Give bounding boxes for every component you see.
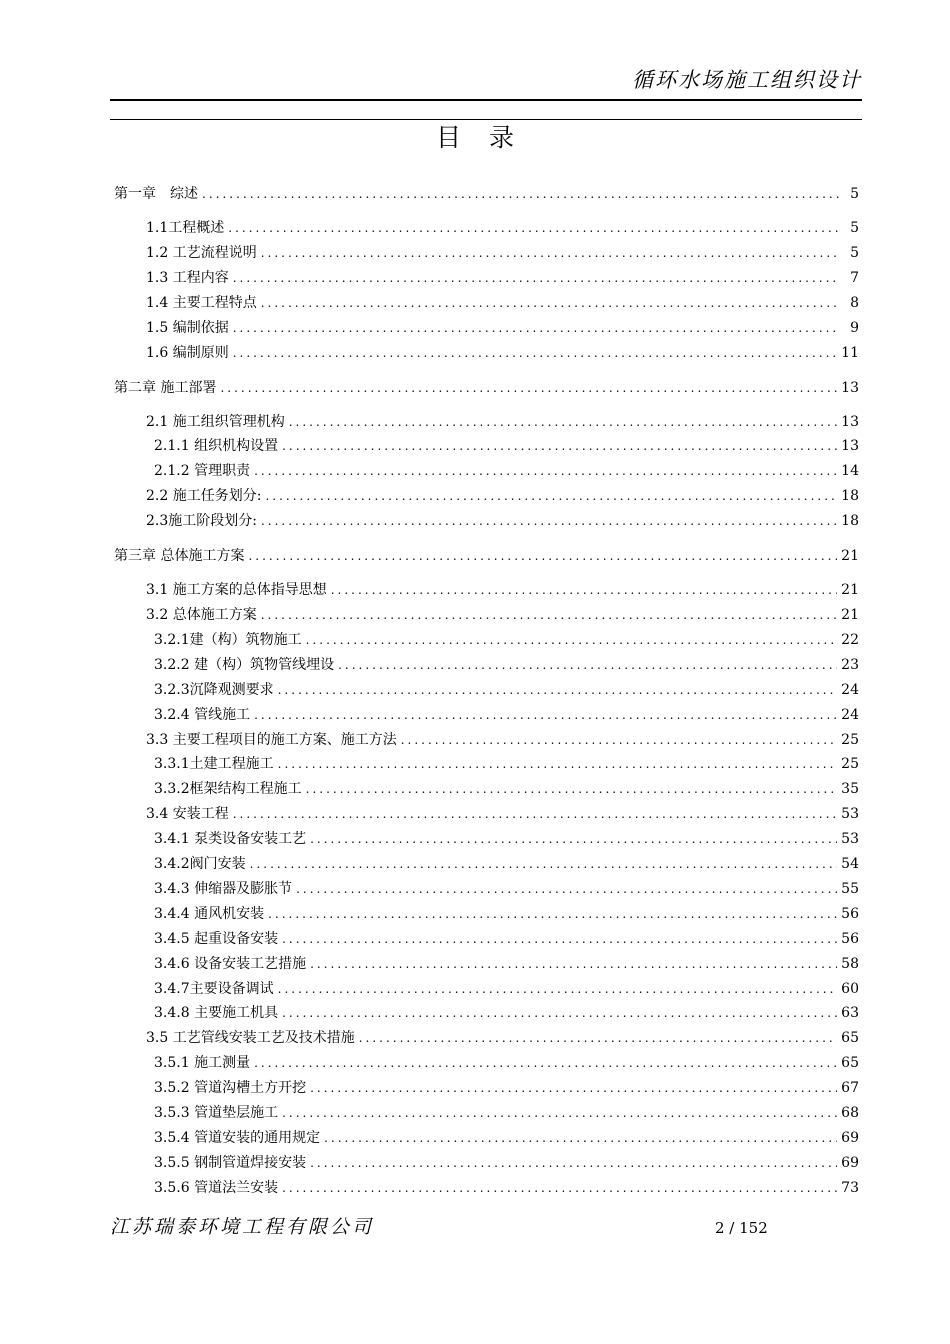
- toc-entry-page: 13: [841, 379, 859, 396]
- toc-entry-leader-dots: [282, 436, 837, 456]
- toc-entry-page: 65: [841, 1055, 859, 1072]
- toc-entry-page: 54: [841, 856, 859, 872]
- toc-entry-leader-dots: [202, 184, 839, 204]
- toc-entry-label: 3.4.4 通风机安装: [154, 905, 265, 922]
- toc-entry-label: 3.5.1 施工测量: [154, 1055, 251, 1072]
- toc-entry-label: 2.1.2 管理职责: [154, 463, 251, 480]
- toc-entry-page: 5: [850, 220, 859, 236]
- toc-entry[interactable]: [114, 546, 859, 566]
- toc-entry-page: 23: [841, 656, 859, 673]
- toc-entry-page: 5: [850, 186, 859, 202]
- toc-entry-leader-dots: [261, 605, 837, 625]
- toc-entry-label: 3.2.3沉降观测要求: [154, 681, 274, 698]
- toc-entry-page: 22: [841, 631, 859, 648]
- toc-entry-leader-dots: [254, 705, 837, 725]
- toc-entry-page: 25: [841, 756, 859, 773]
- toc-entry-page: 13: [841, 413, 859, 430]
- toc-entry[interactable]: [146, 730, 859, 750]
- toc-entry-label: 1.1工程概述: [146, 220, 225, 236]
- toc-entry-page: 58: [841, 955, 859, 972]
- toc-entry-leader-dots: [324, 1128, 837, 1148]
- toc-entry-label: 1.2 工艺流程说明: [146, 244, 257, 261]
- toc-entry-page: 11: [841, 344, 859, 361]
- toc-entry-leader-dots: [278, 680, 838, 700]
- toc-entry-leader-dots: [261, 511, 837, 531]
- toc-entry[interactable]: [154, 904, 859, 924]
- toc-entry-leader-dots: [310, 829, 837, 849]
- footer-page-number: 2 / 152: [715, 1219, 768, 1237]
- toc-entry-page: 14: [841, 463, 859, 480]
- toc-entry-label: 3.4.7主要设备调试: [154, 980, 274, 997]
- toc-entry[interactable]: [154, 1053, 859, 1073]
- toc-entry-leader-dots: [282, 929, 837, 949]
- toc-entry[interactable]: [146, 318, 859, 338]
- toc-entry-page: 53: [841, 831, 859, 848]
- toc-entry-page: 9: [850, 319, 859, 336]
- toc-entry-label: 3.4.1 泵类设备安装工艺: [154, 831, 307, 848]
- toc-entry[interactable]: [154, 1078, 859, 1098]
- toc-entry-leader-dots: [401, 730, 837, 750]
- toc-entry-label: 3.1 施工方案的总体指导思想: [146, 582, 327, 599]
- toc-entry-page: 53: [841, 806, 859, 823]
- toc-entry-label: 3.5.5 钢制管道焊接安装: [154, 1154, 307, 1171]
- toc-entry[interactable]: [154, 879, 859, 899]
- toc-entry-label: 第一章 综述: [114, 186, 198, 202]
- toc-entry[interactable]: [154, 979, 859, 999]
- toc-entry-label: 3.2.2 建（构）筑物管线埋设: [154, 656, 335, 673]
- toc-entry-leader-dots: [233, 318, 839, 338]
- toc-entry-page: 18: [841, 488, 859, 505]
- toc-entry-leader-dots: [261, 293, 839, 313]
- toc-entry-page: 21: [841, 548, 859, 565]
- toc-entry-page: 18: [841, 513, 859, 530]
- toc-entry-leader-dots: [233, 268, 839, 288]
- footer-company-name: 江苏瑞泰环境工程有限公司: [110, 1216, 375, 1238]
- toc-entry-label: 2.3施工阶段划分:: [146, 513, 257, 530]
- toc-entry-leader-dots: [250, 854, 838, 874]
- toc-entry[interactable]: [154, 954, 859, 974]
- toc-entry[interactable]: [154, 630, 859, 650]
- toc-entry[interactable]: [146, 605, 859, 625]
- toc-entry[interactable]: [154, 1103, 859, 1123]
- toc-entry-page: 8: [850, 294, 859, 311]
- toc-entry-label: 1.5 编制依据: [146, 319, 229, 336]
- toc-entry[interactable]: [154, 436, 859, 456]
- toc-entry-label: 2.1 施工组织管理机构: [146, 413, 285, 430]
- toc-entry[interactable]: [154, 854, 859, 874]
- toc-entry-leader-dots: [233, 804, 837, 824]
- toc-entry[interactable]: [114, 184, 859, 204]
- toc-entry-leader-dots: [310, 1078, 837, 1098]
- toc-entry-leader-dots: [254, 1053, 837, 1073]
- toc-entry-label: 1.3 工程内容: [146, 269, 229, 286]
- toc-entry[interactable]: [146, 486, 859, 506]
- toc-entry[interactable]: [146, 268, 859, 288]
- toc-entry-page: 25: [841, 731, 859, 748]
- toc-entry-label: 3.2.1建（构）筑物施工: [154, 631, 302, 648]
- document-title: 目录: [435, 123, 542, 152]
- toc-entry-label: 2.2 施工任务划分:: [146, 488, 262, 505]
- toc-entry-page: 13: [841, 438, 859, 455]
- toc-entry-label: 1.6 编制原则: [146, 344, 229, 361]
- toc-entry-label: 3.5.3 管道垫层施工: [154, 1105, 279, 1121]
- toc-entry-leader-dots: [359, 1028, 837, 1048]
- toc-entry[interactable]: [154, 461, 859, 481]
- toc-entry-label: 3.2.4 管线施工: [154, 706, 251, 723]
- toc-entry-page: 60: [841, 980, 859, 997]
- toc-entry-label: 3.4.8 主要施工机具: [154, 1005, 279, 1022]
- toc-entry[interactable]: [154, 705, 859, 725]
- toc-entry[interactable]: [154, 1178, 859, 1198]
- toc-entry-page: 69: [841, 1129, 859, 1146]
- toc-entry-page: 69: [841, 1154, 859, 1171]
- toc-entry-leader-dots: [261, 243, 839, 263]
- toc-entry-label: 3.4.5 起重设备安装: [154, 930, 279, 947]
- toc-entry-label: 第二章 施工部署: [114, 379, 217, 396]
- toc-entry-page: 21: [841, 607, 859, 623]
- toc-entry-leader-dots: [282, 1178, 837, 1198]
- toc-entry[interactable]: [154, 1128, 859, 1148]
- toc-entry-page: 21: [841, 582, 859, 599]
- toc-entry-page: 7: [850, 269, 859, 286]
- toc-entry-leader-dots: [296, 879, 837, 899]
- toc-entry[interactable]: [154, 655, 859, 675]
- toc-entry-page: 35: [841, 781, 859, 798]
- toc-entry[interactable]: [154, 829, 859, 849]
- toc-entry-leader-dots: [220, 378, 837, 398]
- toc-entry-label: 3.4.2阀门安装: [154, 856, 246, 872]
- toc-entry-leader-dots: [306, 779, 838, 799]
- toc-entry-leader-dots: [310, 1153, 837, 1173]
- toc-entry-label: 3.5.6 管道法兰安装: [154, 1179, 279, 1196]
- toc-entry-label: 3.4.3 伸缩器及膨胀节: [154, 880, 293, 897]
- toc-entry-leader-dots: [265, 486, 837, 506]
- toc-entry-page: 73: [841, 1179, 859, 1196]
- toc-entry-page: 65: [841, 1030, 859, 1047]
- toc-entry[interactable]: [154, 1153, 859, 1173]
- toc-entry[interactable]: [146, 343, 859, 363]
- toc-entry[interactable]: [146, 1028, 859, 1048]
- toc-entry-leader-dots: [310, 954, 837, 974]
- toc-entry[interactable]: [146, 511, 859, 531]
- toc-entry-page: 55: [841, 880, 859, 897]
- toc-entry-page: 24: [841, 706, 859, 723]
- toc-entry-page: 68: [841, 1105, 859, 1121]
- toc-entry[interactable]: [146, 243, 859, 263]
- toc-entry[interactable]: [154, 680, 859, 700]
- header-title: 循环水场施工组织设计: [632, 68, 862, 92]
- toc-entry-page: 56: [841, 930, 859, 947]
- toc-entry-leader-dots: [233, 343, 837, 363]
- toc-entry-leader-dots: [289, 412, 837, 432]
- toc-entry[interactable]: [154, 1003, 859, 1023]
- toc-entry-label: 第三章 总体施工方案: [114, 548, 245, 565]
- toc-entry-page: 24: [841, 681, 859, 698]
- toc-entry[interactable]: [146, 218, 859, 238]
- toc-entry-leader-dots: [254, 461, 837, 481]
- toc-entry[interactable]: [146, 580, 859, 600]
- toc-entry-leader-dots: [278, 754, 838, 774]
- toc-entry-leader-dots: [338, 655, 837, 675]
- toc-entry-leader-dots: [278, 979, 838, 999]
- toc-entry[interactable]: [154, 779, 859, 799]
- toc-entry-label: 1.4 主要工程特点: [146, 294, 257, 311]
- toc-entry[interactable]: [154, 929, 859, 949]
- toc-entry-label: 3.4 安装工程: [146, 806, 229, 823]
- toc-entry[interactable]: [114, 378, 859, 398]
- toc-entry-label: 3.5 工艺管线安装工艺及技术措施: [146, 1030, 355, 1047]
- toc-entry[interactable]: [146, 412, 859, 432]
- toc-entry[interactable]: [154, 754, 859, 774]
- toc-entry-label: 3.3.2框架结构工程施工: [154, 781, 302, 798]
- toc-entry-label: 3.5.2 管道沟槽土方开挖: [154, 1080, 307, 1097]
- toc-entry-page: 5: [850, 244, 859, 261]
- toc-entry[interactable]: [146, 293, 859, 313]
- toc-entry-page: 67: [841, 1080, 859, 1097]
- toc-entry-leader-dots: [248, 546, 837, 566]
- toc-entry-label: 3.4.6 设备安装工艺措施: [154, 955, 307, 972]
- toc-entry-leader-dots: [228, 218, 839, 238]
- toc-entry-leader-dots: [282, 1003, 837, 1023]
- toc-entry-page: 63: [841, 1005, 859, 1022]
- toc-entry-leader-dots: [268, 904, 837, 924]
- toc-entry-label: 3.3.1土建工程施工: [154, 756, 274, 773]
- toc-entry-label: 2.1.1 组织机构设置: [154, 438, 279, 455]
- toc-entry-leader-dots: [331, 580, 837, 600]
- toc-entry-leader-dots: [306, 630, 838, 650]
- toc-entry[interactable]: [146, 804, 859, 824]
- toc-entry-label: 3.3 主要工程项目的施工方案、施工方法: [146, 731, 397, 748]
- toc-entry-label: 3.2 总体施工方案: [146, 607, 257, 623]
- toc-entry-leader-dots: [282, 1103, 837, 1123]
- toc-entry-page: 56: [841, 905, 859, 922]
- toc-entry-label: 3.5.4 管道安装的通用规定: [154, 1129, 321, 1146]
